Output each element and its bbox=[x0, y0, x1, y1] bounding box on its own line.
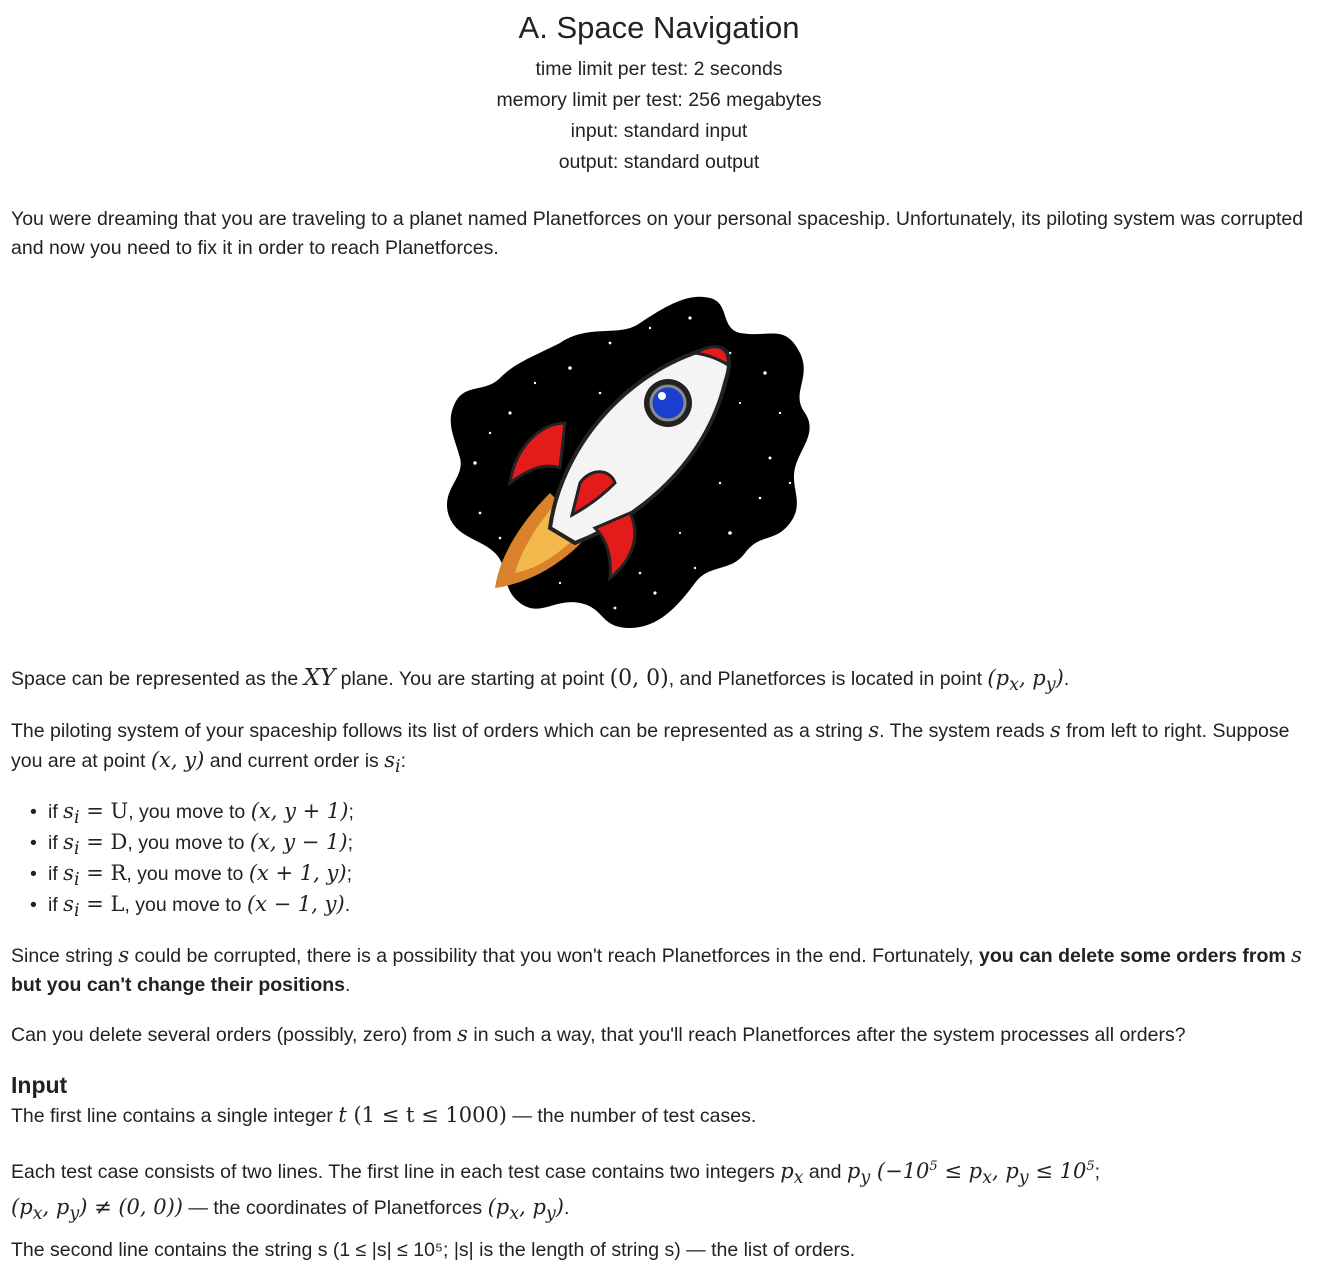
text: ; bbox=[1094, 1161, 1101, 1183]
math-si bbox=[384, 748, 401, 778]
bullet-dot: • bbox=[30, 863, 37, 885]
text: Can you delete several orders (possibly, zero) from bbox=[11, 1024, 458, 1046]
problem-header bbox=[0, 0, 1318, 178]
text: , you move to bbox=[124, 894, 247, 916]
list-item bbox=[30, 796, 354, 827]
math-sub: i bbox=[73, 870, 80, 891]
math-part: p bbox=[780, 1159, 794, 1183]
math-range: (1 ≤ t ≤ 1000) bbox=[346, 1103, 507, 1127]
text: ; bbox=[348, 801, 354, 823]
text: but you can't change their positions bbox=[11, 974, 345, 996]
problem-limits bbox=[0, 54, 1318, 178]
math-t: t bbox=[338, 1103, 347, 1127]
math-part: s bbox=[384, 748, 395, 772]
text: and bbox=[803, 1161, 847, 1183]
math-sub: x bbox=[793, 1168, 804, 1189]
text: you can delete some orders from bbox=[979, 945, 1292, 967]
math-py bbox=[846, 1159, 871, 1189]
text: Space can be represented as the bbox=[11, 668, 304, 690]
text: if bbox=[48, 832, 64, 854]
math-px bbox=[780, 1159, 804, 1189]
math-part: , p bbox=[1018, 666, 1046, 690]
list-item bbox=[30, 889, 354, 920]
math-sup: 5 bbox=[929, 1159, 938, 1174]
math-xy-point: (x, y) bbox=[150, 748, 205, 772]
input-line-3-cut-off: The second line contains the string s (1 ≤ |s| ≤ 10⁵; |s| is the length of string s) — the list of orders. bbox=[11, 1239, 856, 1261]
math-result: (x + 1, y) bbox=[248, 861, 347, 885]
math-part: (p bbox=[987, 666, 1010, 690]
math-condition bbox=[63, 830, 128, 860]
math-sub: i bbox=[73, 901, 80, 922]
math-part: (p bbox=[11, 1195, 33, 1220]
math-sub: y bbox=[860, 1168, 871, 1189]
text: — the number of test cases. bbox=[507, 1105, 757, 1127]
math-part: = bbox=[79, 892, 111, 916]
math-part: p bbox=[846, 1159, 861, 1183]
math-part: (−10 bbox=[870, 1159, 930, 1183]
problem-title: A. Space Navigation bbox=[518, 10, 800, 45]
input-heading: Input bbox=[11, 1072, 68, 1098]
math-result: (x, y − 1) bbox=[249, 830, 348, 854]
math-sub: y bbox=[69, 1204, 80, 1225]
math-result: (x, y + 1) bbox=[250, 799, 349, 823]
math-sub: y bbox=[1045, 675, 1056, 696]
time-limit: time limit per test: 2 seconds bbox=[535, 58, 783, 80]
math-condition bbox=[63, 861, 127, 891]
math-letter: D bbox=[110, 830, 128, 854]
math-result: (x − 1, y) bbox=[246, 892, 345, 916]
math-coordinate-range bbox=[870, 1159, 1095, 1189]
math-sub: i bbox=[73, 839, 80, 860]
math-s: s bbox=[118, 943, 130, 967]
math-nonzero-condition bbox=[11, 1195, 183, 1225]
math-condition bbox=[63, 799, 129, 829]
text: from left to right. Suppose you are at point bbox=[11, 720, 1290, 772]
math-letter: U bbox=[110, 799, 129, 823]
text: . bbox=[564, 1197, 570, 1220]
math-sup: 5 bbox=[1086, 1159, 1095, 1174]
math-sub: i bbox=[395, 757, 401, 778]
math-sub: x bbox=[32, 1204, 43, 1225]
text: Since string bbox=[11, 945, 119, 967]
text: — the coordinates of Planetforces bbox=[183, 1197, 488, 1220]
math-part: ≤ p bbox=[937, 1159, 983, 1183]
math-letter: R bbox=[110, 861, 127, 885]
text: The piloting system of your spaceship follows its list of orders which can be represented as a string bbox=[11, 720, 869, 742]
text: plane. You are starting at point bbox=[335, 668, 610, 690]
math-part: ≤ 10 bbox=[1028, 1159, 1087, 1183]
text: could be corrupted, there is a possibility that you won't reach Planetforces in the end. Fortunately, bbox=[129, 945, 980, 967]
text: The first line contains a single integer bbox=[11, 1105, 339, 1127]
rocket-in-space-illustration bbox=[440, 283, 818, 633]
math-sub: y bbox=[545, 1204, 556, 1225]
math-part: ) ≠ (0, 0)) bbox=[79, 1195, 183, 1220]
intro-paragraph: You were dreaming that you are traveling to a planet named Planetforces on your personal spaceship. Unfortunately, its piloting system was corrupted and now you need to fix it in order to reach Planetforces. bbox=[11, 208, 1304, 259]
math-xy: XY bbox=[303, 665, 336, 691]
text: , you move to bbox=[127, 832, 250, 854]
rocket-window bbox=[651, 386, 685, 420]
math-planet-point bbox=[987, 666, 1064, 696]
math-s: s bbox=[457, 1022, 468, 1046]
math-part: s bbox=[63, 861, 74, 885]
math-part: (p bbox=[487, 1195, 510, 1220]
text: if bbox=[48, 801, 64, 823]
math-sub: i bbox=[73, 808, 80, 829]
math-part: , p bbox=[42, 1195, 70, 1220]
math-origin: (0, 0) bbox=[609, 666, 669, 691]
text: . The system reads bbox=[879, 720, 1050, 742]
math-s: s bbox=[1049, 718, 1061, 742]
output-type: output: standard output bbox=[558, 151, 760, 173]
question-paragraph bbox=[11, 1020, 1311, 1050]
math-part: ) bbox=[555, 1195, 564, 1220]
math-sub: x bbox=[1009, 675, 1019, 696]
piloting-paragraph bbox=[11, 716, 1311, 782]
math-part: = bbox=[79, 830, 111, 854]
math-part: , p bbox=[519, 1195, 546, 1220]
math-part: s bbox=[63, 830, 74, 854]
text: Each test case consists of two lines. The first line in each test case contains two integers bbox=[11, 1161, 781, 1183]
text: ; bbox=[347, 832, 354, 854]
math-condition bbox=[63, 892, 125, 922]
text: if bbox=[48, 894, 64, 916]
text: and current order is bbox=[204, 750, 385, 772]
list-item bbox=[30, 827, 354, 858]
bullet-dot: • bbox=[30, 894, 37, 916]
rocket-window-shine bbox=[658, 392, 666, 400]
math-part: = bbox=[79, 799, 111, 823]
bullet-dot: • bbox=[30, 801, 37, 823]
math-sub: x bbox=[982, 1168, 992, 1189]
text: ; bbox=[346, 863, 352, 885]
bullet-dot: • bbox=[30, 832, 37, 854]
math-letter: L bbox=[110, 892, 125, 916]
input-line-1 bbox=[11, 1101, 1311, 1131]
text: , and Planetforces is located in point bbox=[668, 668, 988, 690]
text: , you move to bbox=[128, 801, 251, 823]
text: . bbox=[1063, 668, 1070, 690]
input-type: input: standard input bbox=[570, 120, 748, 142]
text: . bbox=[344, 894, 351, 916]
text: : bbox=[400, 750, 407, 772]
plane-paragraph bbox=[11, 664, 1311, 700]
text: if bbox=[48, 863, 64, 885]
math-s: s bbox=[1291, 943, 1302, 967]
list-item bbox=[30, 858, 354, 889]
math-part: s bbox=[63, 799, 74, 823]
memory-limit: memory limit per test: 256 megabytes bbox=[496, 89, 822, 111]
math-sub: x bbox=[509, 1204, 520, 1225]
math-part: s bbox=[63, 892, 74, 916]
math-s: s bbox=[868, 718, 880, 742]
text: , you move to bbox=[126, 863, 249, 885]
math-part: = bbox=[79, 861, 111, 885]
math-part: , p bbox=[991, 1159, 1019, 1183]
math-part: ) bbox=[1055, 666, 1064, 690]
text: in such a way, that you'll reach Planetforces after the system processes all orders? bbox=[467, 1024, 1186, 1046]
math-planet-point bbox=[487, 1195, 564, 1225]
move-rules-list bbox=[30, 796, 354, 920]
math-sub: y bbox=[1018, 1168, 1029, 1189]
text: . bbox=[345, 974, 351, 996]
input-line-2 bbox=[11, 1152, 1311, 1229]
corruption-paragraph bbox=[11, 941, 1311, 1000]
